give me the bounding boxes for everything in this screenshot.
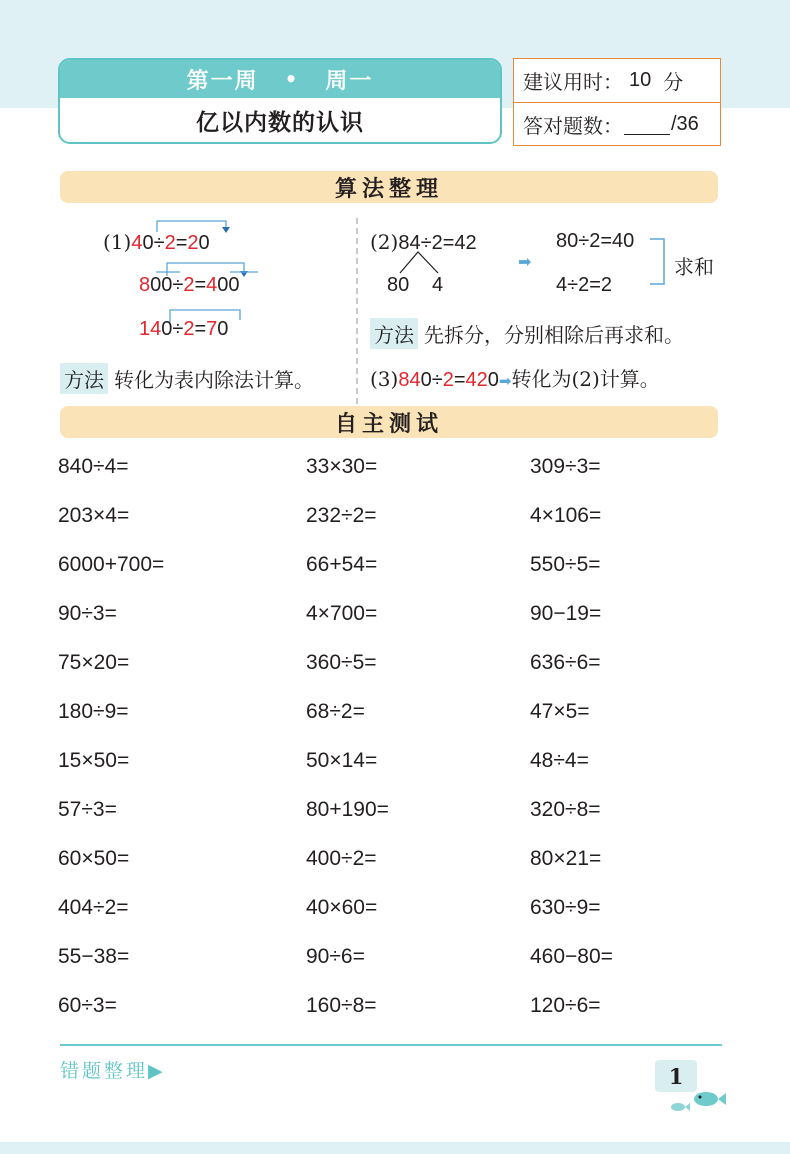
problem-10-2: 40×60= <box>306 896 378 919</box>
problem-9-2: 400÷2= <box>306 847 377 870</box>
right-ex3-line: (3)840÷2=420➡转化为(2)计算。 <box>370 367 660 391</box>
footer-line <box>60 1044 722 1046</box>
problem-1-3: 309÷3= <box>530 455 601 478</box>
problem-11-2: 90÷6= <box>306 945 365 968</box>
problem-1-1: 840÷4= <box>58 455 129 478</box>
problem-8-2: 80+190= <box>306 798 389 821</box>
separator-dot: • <box>284 67 300 91</box>
split-a: 80 <box>387 274 410 296</box>
score-label: 答对题数： <box>523 114 623 138</box>
ex3-line: 140÷2=70 <box>139 318 229 340</box>
ex2-line: 800÷2=400 <box>139 274 240 296</box>
method-tag: 方法 <box>60 363 108 394</box>
fish-icon <box>668 1085 728 1115</box>
lesson-title: 亿以内数的认识 <box>196 109 364 136</box>
problem-7-1: 15×50= <box>58 749 130 772</box>
problem-7-2: 50×14= <box>306 749 378 772</box>
problem-5-3: 636÷6= <box>530 651 601 674</box>
problem-5-2: 360÷5= <box>306 651 377 674</box>
problem-10-1: 404÷2= <box>58 896 129 919</box>
split-lines <box>400 252 438 273</box>
problem-9-1: 60×50= <box>58 847 130 870</box>
problem-6-3: 47×5= <box>530 700 590 723</box>
score-total: /36 <box>671 113 699 135</box>
time-value: 10 <box>629 69 652 91</box>
sum-label: 求和 <box>674 255 714 279</box>
right-ex-line: (2)84÷2=42 <box>370 230 477 254</box>
ex1-arrowhead <box>222 227 230 233</box>
problem-11-3: 460−80= <box>530 945 613 968</box>
problem-12-2: 160÷8= <box>306 994 377 1017</box>
week-label: 第一周 <box>186 68 259 94</box>
problem-4-2: 4×700= <box>306 602 378 625</box>
section-bar-self-test: 自主测试 <box>60 406 718 438</box>
method-tag: 方法 <box>370 318 418 349</box>
problem-2-1: 203×4= <box>58 504 130 527</box>
problem-2-2: 232÷2= <box>306 504 377 527</box>
problem-7-3: 48÷4= <box>530 749 589 772</box>
problem-12-1: 60÷3= <box>58 994 117 1017</box>
convert-arrow-icon: ➡ <box>498 373 512 390</box>
problem-10-3: 630÷9= <box>530 896 601 919</box>
right-arrow-icon: ➡ <box>518 254 532 271</box>
split-b: 4 <box>432 274 444 296</box>
problem-3-2: 66+54= <box>306 553 378 576</box>
right-method: 方法 先拆分，分别相除后再求和。 <box>370 318 684 349</box>
problem-4-1: 90÷3= <box>58 602 117 625</box>
problem-1-2: 33×30= <box>306 455 378 478</box>
problem-4-3: 90−19= <box>530 602 602 625</box>
problem-5-1: 75×20= <box>58 651 130 674</box>
left-method: 方法 转化为表内除法计算。 <box>60 363 314 394</box>
ex1-line: (1)40÷2=20 <box>103 230 210 254</box>
problem-3-3: 550÷5= <box>530 553 601 576</box>
problem-12-3: 120÷6= <box>530 994 601 1017</box>
problem-6-1: 180÷9= <box>58 700 129 723</box>
problem-11-1: 55−38= <box>58 945 130 968</box>
time-unit: 分 <box>663 70 684 94</box>
step2: 4÷2=2 <box>556 274 613 296</box>
page-number: 1 <box>655 1060 697 1092</box>
problem-3-1: 6000+700= <box>58 553 165 576</box>
problem-8-3: 320÷8= <box>530 798 601 821</box>
section-bar-algorithm: 算法整理 <box>60 171 718 203</box>
step1: 80÷2=40 <box>556 230 635 252</box>
problem-2-3: 4×106= <box>530 504 602 527</box>
error-review-label: 错题整理▶ <box>60 1060 166 1082</box>
problem-6-2: 68÷2= <box>306 700 365 723</box>
problem-9-3: 80×21= <box>530 847 602 870</box>
problem-8-1: 57÷3= <box>58 798 117 821</box>
day-label: 周一 <box>325 68 374 94</box>
sum-bracket <box>650 239 664 284</box>
time-label: 建议用时： <box>523 70 623 94</box>
